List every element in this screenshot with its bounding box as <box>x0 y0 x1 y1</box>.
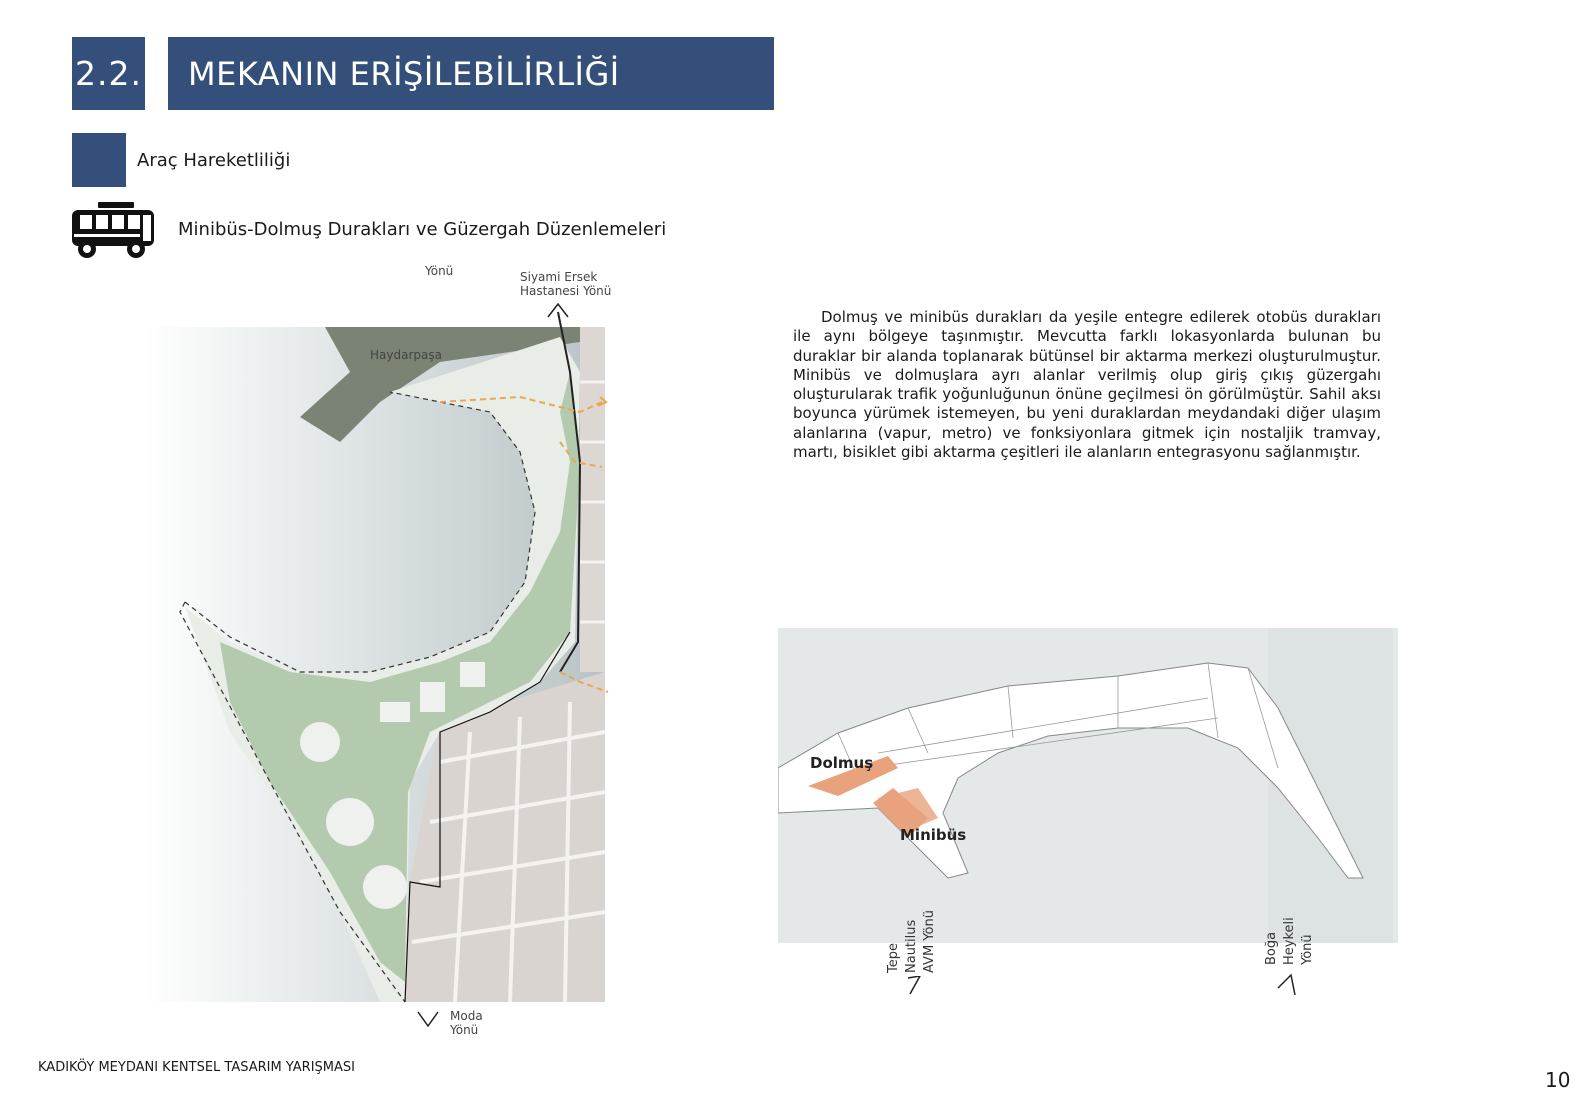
topic-label: Minibüs-Dolmuş Durakları ve Güzergah Düzenlemeleri <box>178 219 667 240</box>
subsection-marker <box>72 133 126 187</box>
label-boga-3: Yönü <box>1300 934 1315 965</box>
page-number: 10 <box>1545 1068 1571 1092</box>
map-label-siyami-1: Siyami Ersek <box>520 270 598 284</box>
subsection-label: Araç Hareketliliği <box>137 150 291 171</box>
map-label-moda-1: Moda <box>450 1009 483 1023</box>
description-paragraph: Dolmuş ve minibüs durakları da yeşile entegre edilerek otobüs durakları ile aynı bölgeye taşınmıştır. Mevcutta farklı lokasyonlarda bulunan bu duraklar bir alanda toplanarak bütünsel bir aktarma merkezi oluşturulmuştur. Minibüs ve dolmuşlara ayrı alanlar verilmiş olup giriş çıkış güzergahı oluşturularak trafik yoğunluğunun önüne geçilmesi ön görülmüştür. Sahil aksı boyunca yürümek istemeyen, bu yeni duraklardan meydandaki diğer ulaşım alanlarına (vapur, metro) ve fonksiyonlara gitmek için nostaljik tramvay, martı, bisiklet gibi aktarma çeşitleri ile alanların entegrasyonu sağlanmıştır. <box>793 308 1381 462</box>
label-minibus: Minibüs <box>900 826 967 844</box>
direction-arrow-right <box>1273 973 1313 998</box>
direction-arrow-left <box>898 976 938 996</box>
site-plan-map <box>140 262 620 1042</box>
label-tepe-1: Tepe <box>886 943 901 973</box>
bus-icon <box>70 200 156 262</box>
map-label-moda-2: Yönü <box>450 1023 479 1037</box>
footer-title: KADIKÖY MEYDANI KENTSEL TASARIM YARIŞMASI <box>38 1060 355 1075</box>
axonometric-map <box>778 628 1398 1013</box>
map-label-siyami-2: Hastanesi Yönü <box>520 284 612 298</box>
label-dolmus: Dolmuş <box>810 754 874 772</box>
label-tepe-2: Nautilus <box>904 919 919 973</box>
section-number: 2.2. <box>72 37 145 110</box>
label-boga-1: Boğa <box>1264 931 1279 965</box>
label-tepe-3: AVM Yönü <box>922 910 937 973</box>
map-label-top: Yönü <box>425 264 454 278</box>
section-title: MEKANIN ERİŞİLEBİLİRLİĞİ <box>168 37 774 110</box>
map-label-haydarpasa: Haydarpaşa <box>370 348 442 362</box>
label-boga-2: Heykeli <box>1282 917 1297 965</box>
